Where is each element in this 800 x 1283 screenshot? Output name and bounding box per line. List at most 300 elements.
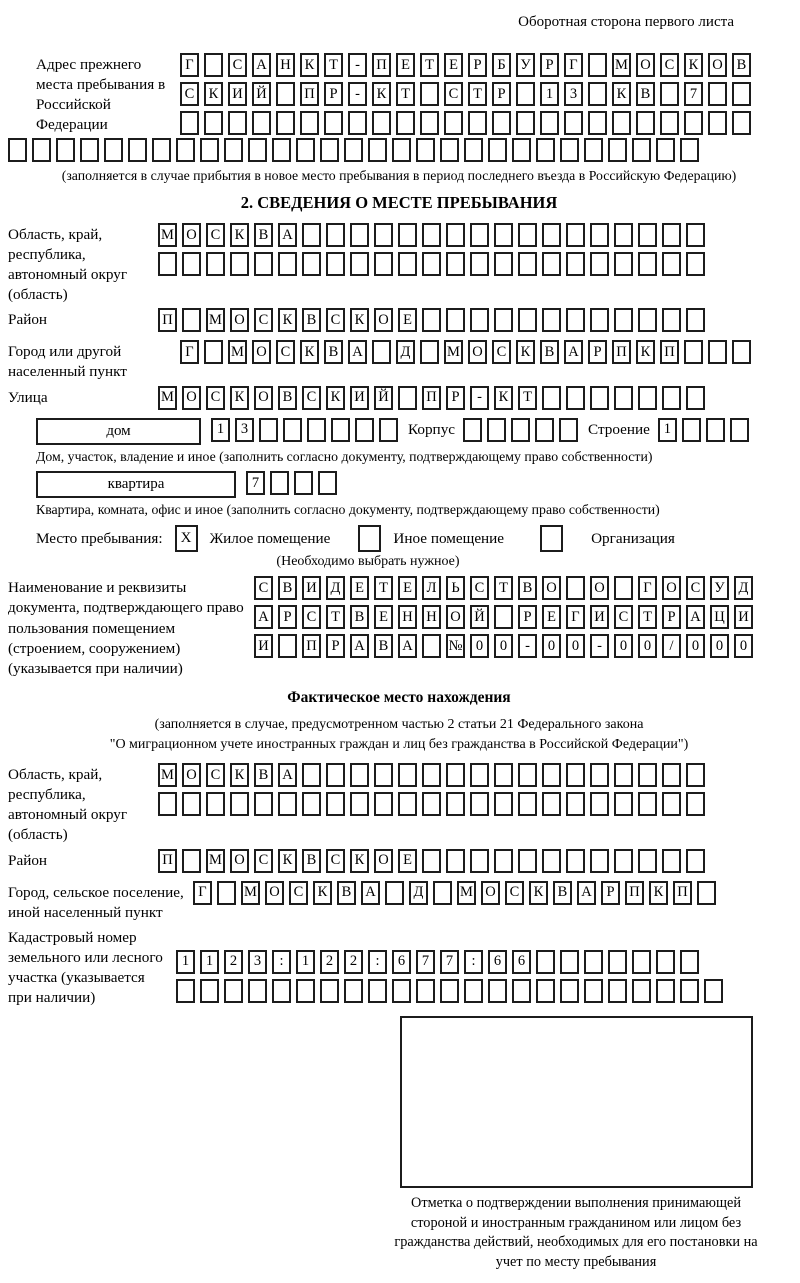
char-cell[interactable]: Д xyxy=(409,881,428,905)
char-cell[interactable] xyxy=(566,308,585,332)
char-cell[interactable]: К xyxy=(230,386,249,410)
char-cell[interactable] xyxy=(470,849,489,873)
char-cell[interactable] xyxy=(564,111,583,135)
char-cell[interactable] xyxy=(398,386,417,410)
char-cell[interactable] xyxy=(614,849,633,873)
char-cell[interactable]: О xyxy=(182,386,201,410)
char-cell[interactable]: М xyxy=(158,223,177,247)
char-cell[interactable] xyxy=(542,308,561,332)
char-cell[interactable] xyxy=(590,763,609,787)
char-cell[interactable]: Г xyxy=(193,881,212,905)
char-cell[interactable] xyxy=(307,418,326,442)
char-cell[interactable]: К xyxy=(516,340,535,364)
char-cell[interactable] xyxy=(182,849,201,873)
char-cell[interactable]: П xyxy=(158,308,177,332)
char-cell[interactable] xyxy=(379,418,398,442)
char-cell[interactable] xyxy=(180,111,199,135)
char-cell[interactable]: А xyxy=(254,605,273,629)
char-cell[interactable]: С xyxy=(206,386,225,410)
char-cell[interactable]: С xyxy=(505,881,524,905)
char-cell[interactable] xyxy=(590,308,609,332)
char-cell[interactable]: И xyxy=(254,634,273,658)
char-cell[interactable] xyxy=(614,223,633,247)
char-cell[interactable]: Т xyxy=(396,82,415,106)
char-cell[interactable]: П xyxy=(300,82,319,106)
char-cell[interactable]: Л xyxy=(422,576,441,600)
char-cell[interactable]: О xyxy=(254,386,273,410)
char-cell[interactable] xyxy=(608,979,627,1003)
char-cell[interactable] xyxy=(518,763,537,787)
char-cell[interactable]: Д xyxy=(326,576,345,600)
char-cell[interactable] xyxy=(518,849,537,873)
char-cell[interactable] xyxy=(463,418,482,442)
char-cell[interactable] xyxy=(680,138,699,162)
char-cell[interactable]: / xyxy=(662,634,681,658)
char-cell[interactable] xyxy=(446,763,465,787)
char-cell[interactable]: У xyxy=(710,576,729,600)
char-cell[interactable] xyxy=(283,418,302,442)
char-cell[interactable]: О xyxy=(590,576,609,600)
char-cell[interactable]: Е xyxy=(542,605,561,629)
char-cell[interactable] xyxy=(56,138,75,162)
char-cell[interactable] xyxy=(224,979,243,1003)
char-cell[interactable]: Й xyxy=(470,605,489,629)
char-cell[interactable]: Ь xyxy=(446,576,465,600)
char-cell[interactable] xyxy=(128,138,147,162)
char-cell[interactable]: К xyxy=(612,82,631,106)
char-cell[interactable] xyxy=(686,308,705,332)
char-cell[interactable]: А xyxy=(348,340,367,364)
char-cell[interactable] xyxy=(560,979,579,1003)
char-cell[interactable] xyxy=(368,979,387,1003)
char-cell[interactable] xyxy=(608,138,627,162)
char-cell[interactable] xyxy=(80,138,99,162)
char-cell[interactable] xyxy=(686,849,705,873)
char-cell[interactable]: - xyxy=(348,82,367,106)
char-cell[interactable] xyxy=(368,138,387,162)
char-cell[interactable] xyxy=(536,950,555,974)
char-cell[interactable] xyxy=(294,471,313,495)
char-cell[interactable] xyxy=(217,881,236,905)
char-cell[interactable]: Е xyxy=(374,605,393,629)
char-cell[interactable] xyxy=(398,763,417,787)
char-cell[interactable] xyxy=(326,252,345,276)
char-cell[interactable] xyxy=(662,763,681,787)
char-cell[interactable]: 0 xyxy=(734,634,753,658)
char-cell[interactable] xyxy=(440,138,459,162)
char-cell[interactable] xyxy=(542,763,561,787)
char-cell[interactable]: В xyxy=(278,576,297,600)
char-cell[interactable] xyxy=(200,138,219,162)
char-cell[interactable] xyxy=(272,979,291,1003)
char-cell[interactable] xyxy=(276,111,295,135)
char-cell[interactable]: : xyxy=(272,950,291,974)
char-cell[interactable]: 1 xyxy=(658,418,677,442)
char-cell[interactable]: Т xyxy=(638,605,657,629)
char-cell[interactable] xyxy=(518,792,537,816)
char-cell[interactable] xyxy=(638,792,657,816)
char-cell[interactable] xyxy=(590,386,609,410)
char-cell[interactable]: 7 xyxy=(440,950,459,974)
char-cell[interactable]: 2 xyxy=(320,950,339,974)
char-cell[interactable]: К xyxy=(204,82,223,106)
char-cell[interactable]: Т xyxy=(374,576,393,600)
char-cell[interactable]: К xyxy=(684,53,703,77)
char-cell[interactable] xyxy=(638,223,657,247)
char-cell[interactable]: Г xyxy=(564,53,583,77)
char-cell[interactable] xyxy=(206,252,225,276)
char-cell[interactable] xyxy=(682,418,701,442)
stamp-box[interactable] xyxy=(400,1016,753,1188)
char-cell[interactable] xyxy=(662,223,681,247)
char-cell[interactable]: - xyxy=(590,634,609,658)
char-cell[interactable] xyxy=(228,111,247,135)
char-cell[interactable] xyxy=(374,252,393,276)
char-cell[interactable]: К xyxy=(636,340,655,364)
char-cell[interactable]: О xyxy=(265,881,284,905)
char-cell[interactable] xyxy=(488,138,507,162)
char-cell[interactable]: 0 xyxy=(710,634,729,658)
char-cell[interactable]: О xyxy=(374,849,393,873)
char-cell[interactable]: А xyxy=(577,881,596,905)
char-cell[interactable]: С xyxy=(302,386,321,410)
char-cell[interactable] xyxy=(416,138,435,162)
char-cell[interactable]: Р xyxy=(601,881,620,905)
char-cell[interactable]: А xyxy=(361,881,380,905)
char-cell[interactable] xyxy=(488,979,507,1003)
char-cell[interactable] xyxy=(680,979,699,1003)
char-cell[interactable] xyxy=(662,792,681,816)
char-cell[interactable] xyxy=(350,252,369,276)
char-cell[interactable]: Н xyxy=(398,605,417,629)
char-cell[interactable] xyxy=(104,138,123,162)
char-cell[interactable]: П xyxy=(422,386,441,410)
char-cell[interactable]: 1 xyxy=(296,950,315,974)
char-cell[interactable]: С xyxy=(254,849,273,873)
char-cell[interactable] xyxy=(512,979,531,1003)
char-cell[interactable] xyxy=(182,252,201,276)
char-cell[interactable]: М xyxy=(206,849,225,873)
char-cell[interactable] xyxy=(446,252,465,276)
char-cell[interactable] xyxy=(158,252,177,276)
char-cell[interactable] xyxy=(518,308,537,332)
char-cell[interactable] xyxy=(302,223,321,247)
char-cell[interactable] xyxy=(516,111,535,135)
char-cell[interactable] xyxy=(732,82,751,106)
char-cell[interactable] xyxy=(420,340,439,364)
char-cell[interactable] xyxy=(612,111,631,135)
char-cell[interactable] xyxy=(318,471,337,495)
char-cell[interactable] xyxy=(158,792,177,816)
char-cell[interactable]: Т xyxy=(518,386,537,410)
char-cell[interactable] xyxy=(446,849,465,873)
char-cell[interactable]: Н xyxy=(422,605,441,629)
char-cell[interactable]: 0 xyxy=(566,634,585,658)
char-cell[interactable] xyxy=(8,138,27,162)
char-cell[interactable]: К xyxy=(350,308,369,332)
organization-checkbox[interactable] xyxy=(540,525,563,552)
char-cell[interactable] xyxy=(706,418,725,442)
char-cell[interactable] xyxy=(398,223,417,247)
char-cell[interactable]: Е xyxy=(350,576,369,600)
char-cell[interactable] xyxy=(176,979,195,1003)
char-cell[interactable]: С xyxy=(326,849,345,873)
char-cell[interactable] xyxy=(636,111,655,135)
char-cell[interactable] xyxy=(660,82,679,106)
char-cell[interactable] xyxy=(324,111,343,135)
char-cell[interactable]: О xyxy=(468,340,487,364)
char-cell[interactable] xyxy=(535,418,554,442)
char-cell[interactable]: Г xyxy=(566,605,585,629)
char-cell[interactable]: С xyxy=(444,82,463,106)
other-premises-checkbox[interactable] xyxy=(358,525,381,552)
char-cell[interactable]: Г xyxy=(638,576,657,600)
char-cell[interactable]: 1 xyxy=(540,82,559,106)
char-cell[interactable]: : xyxy=(368,950,387,974)
char-cell[interactable] xyxy=(542,252,561,276)
char-cell[interactable] xyxy=(704,979,723,1003)
char-cell[interactable]: 1 xyxy=(176,950,195,974)
char-cell[interactable]: Е xyxy=(398,576,417,600)
char-cell[interactable] xyxy=(254,792,273,816)
char-cell[interactable]: К xyxy=(494,386,513,410)
char-cell[interactable]: А xyxy=(686,605,705,629)
char-cell[interactable] xyxy=(252,111,271,135)
char-cell[interactable] xyxy=(494,252,513,276)
char-cell[interactable] xyxy=(468,111,487,135)
char-cell[interactable]: А xyxy=(350,634,369,658)
char-cell[interactable] xyxy=(248,138,267,162)
char-cell[interactable]: К xyxy=(350,849,369,873)
char-cell[interactable] xyxy=(224,138,243,162)
char-cell[interactable]: Д xyxy=(396,340,415,364)
char-cell[interactable]: М xyxy=(457,881,476,905)
char-cell[interactable]: К xyxy=(278,308,297,332)
char-cell[interactable] xyxy=(560,950,579,974)
char-cell[interactable] xyxy=(542,386,561,410)
char-cell[interactable] xyxy=(278,252,297,276)
char-cell[interactable] xyxy=(470,223,489,247)
char-cell[interactable]: В xyxy=(518,576,537,600)
char-cell[interactable]: Н xyxy=(276,53,295,77)
char-cell[interactable]: П xyxy=(660,340,679,364)
char-cell[interactable]: О xyxy=(708,53,727,77)
char-cell[interactable]: 0 xyxy=(686,634,705,658)
char-cell[interactable] xyxy=(584,979,603,1003)
char-cell[interactable] xyxy=(470,792,489,816)
char-cell[interactable] xyxy=(350,763,369,787)
char-cell[interactable]: Р xyxy=(326,634,345,658)
char-cell[interactable]: К xyxy=(326,386,345,410)
char-cell[interactable] xyxy=(230,252,249,276)
char-cell[interactable]: 1 xyxy=(200,950,219,974)
char-cell[interactable] xyxy=(614,763,633,787)
char-cell[interactable]: К xyxy=(230,763,249,787)
char-cell[interactable] xyxy=(638,849,657,873)
char-cell[interactable]: Д xyxy=(734,576,753,600)
char-cell[interactable]: 7 xyxy=(246,471,265,495)
char-cell[interactable] xyxy=(326,223,345,247)
char-cell[interactable] xyxy=(200,979,219,1003)
char-cell[interactable]: 2 xyxy=(224,950,243,974)
char-cell[interactable]: О xyxy=(230,308,249,332)
char-cell[interactable]: П xyxy=(673,881,692,905)
char-cell[interactable] xyxy=(422,223,441,247)
char-cell[interactable] xyxy=(270,471,289,495)
char-cell[interactable]: О xyxy=(182,763,201,787)
char-cell[interactable] xyxy=(392,138,411,162)
char-cell[interactable] xyxy=(296,979,315,1003)
char-cell[interactable]: С xyxy=(180,82,199,106)
char-cell[interactable]: Е xyxy=(398,849,417,873)
char-cell[interactable] xyxy=(372,340,391,364)
char-cell[interactable] xyxy=(518,223,537,247)
char-cell[interactable] xyxy=(422,792,441,816)
char-cell[interactable]: П xyxy=(158,849,177,873)
char-cell[interactable]: Р xyxy=(492,82,511,106)
char-cell[interactable]: 7 xyxy=(684,82,703,106)
char-cell[interactable] xyxy=(697,881,716,905)
char-cell[interactable]: П xyxy=(612,340,631,364)
char-cell[interactable] xyxy=(302,763,321,787)
char-cell[interactable] xyxy=(494,308,513,332)
char-cell[interactable] xyxy=(331,418,350,442)
char-cell[interactable] xyxy=(494,792,513,816)
char-cell[interactable] xyxy=(662,308,681,332)
char-cell[interactable] xyxy=(584,950,603,974)
char-cell[interactable] xyxy=(374,792,393,816)
char-cell[interactable] xyxy=(492,111,511,135)
char-cell[interactable] xyxy=(566,386,585,410)
char-cell[interactable]: Т xyxy=(420,53,439,77)
char-cell[interactable]: М xyxy=(158,763,177,787)
char-cell[interactable]: У xyxy=(516,53,535,77)
char-cell[interactable] xyxy=(542,849,561,873)
char-cell[interactable] xyxy=(590,849,609,873)
char-cell[interactable]: К xyxy=(529,881,548,905)
char-cell[interactable] xyxy=(566,576,585,600)
char-cell[interactable] xyxy=(206,792,225,816)
char-cell[interactable] xyxy=(446,308,465,332)
char-cell[interactable] xyxy=(686,252,705,276)
char-cell[interactable]: К xyxy=(278,849,297,873)
char-cell[interactable]: А xyxy=(278,763,297,787)
char-cell[interactable] xyxy=(230,792,249,816)
char-cell[interactable]: С xyxy=(470,576,489,600)
char-cell[interactable] xyxy=(420,82,439,106)
char-cell[interactable] xyxy=(660,111,679,135)
char-cell[interactable]: 6 xyxy=(392,950,411,974)
char-cell[interactable] xyxy=(638,252,657,276)
char-cell[interactable] xyxy=(732,340,751,364)
char-cell[interactable] xyxy=(320,979,339,1003)
char-cell[interactable]: С xyxy=(276,340,295,364)
char-cell[interactable]: П xyxy=(372,53,391,77)
char-cell[interactable]: О xyxy=(636,53,655,77)
char-cell[interactable]: Й xyxy=(374,386,393,410)
char-cell[interactable] xyxy=(374,223,393,247)
char-cell[interactable] xyxy=(300,111,319,135)
char-cell[interactable]: Т xyxy=(494,576,513,600)
char-cell[interactable] xyxy=(566,849,585,873)
char-cell[interactable]: М xyxy=(228,340,247,364)
char-cell[interactable] xyxy=(542,792,561,816)
char-cell[interactable] xyxy=(420,111,439,135)
char-cell[interactable] xyxy=(152,138,171,162)
char-cell[interactable]: М xyxy=(206,308,225,332)
char-cell[interactable] xyxy=(590,252,609,276)
char-cell[interactable]: В xyxy=(324,340,343,364)
char-cell[interactable] xyxy=(326,792,345,816)
char-cell[interactable]: С xyxy=(302,605,321,629)
char-cell[interactable]: С xyxy=(614,605,633,629)
char-cell[interactable]: В xyxy=(636,82,655,106)
char-cell[interactable]: 2 xyxy=(344,950,363,974)
char-cell[interactable]: Е xyxy=(398,308,417,332)
char-cell[interactable] xyxy=(433,881,452,905)
char-cell[interactable]: К xyxy=(313,881,332,905)
char-cell[interactable] xyxy=(350,792,369,816)
char-cell[interactable]: А xyxy=(564,340,583,364)
char-cell[interactable] xyxy=(422,634,441,658)
char-cell[interactable] xyxy=(566,252,585,276)
char-cell[interactable]: В xyxy=(540,340,559,364)
char-cell[interactable] xyxy=(494,763,513,787)
char-cell[interactable]: С xyxy=(326,308,345,332)
char-cell[interactable] xyxy=(464,979,483,1003)
char-cell[interactable]: С xyxy=(660,53,679,77)
char-cell[interactable]: А xyxy=(278,223,297,247)
char-cell[interactable]: Й xyxy=(252,82,271,106)
char-cell[interactable]: - xyxy=(470,386,489,410)
char-cell[interactable] xyxy=(392,979,411,1003)
char-cell[interactable] xyxy=(344,138,363,162)
char-cell[interactable] xyxy=(730,418,749,442)
char-cell[interactable] xyxy=(464,138,483,162)
char-cell[interactable]: - xyxy=(518,634,537,658)
char-cell[interactable]: К xyxy=(300,340,319,364)
char-cell[interactable] xyxy=(302,252,321,276)
char-cell[interactable] xyxy=(470,308,489,332)
char-cell[interactable] xyxy=(422,763,441,787)
char-cell[interactable] xyxy=(638,386,657,410)
char-cell[interactable]: № xyxy=(446,634,465,658)
char-cell[interactable]: Е xyxy=(444,53,463,77)
char-cell[interactable]: Р xyxy=(588,340,607,364)
char-cell[interactable] xyxy=(422,252,441,276)
char-cell[interactable]: С xyxy=(254,576,273,600)
char-cell[interactable] xyxy=(542,223,561,247)
char-cell[interactable]: С xyxy=(686,576,705,600)
char-cell[interactable]: Т xyxy=(324,53,343,77)
char-cell[interactable] xyxy=(494,849,513,873)
char-cell[interactable]: С xyxy=(289,881,308,905)
char-cell[interactable]: О xyxy=(182,223,201,247)
char-cell[interactable] xyxy=(656,979,675,1003)
char-cell[interactable]: П xyxy=(302,634,321,658)
char-cell[interactable]: В xyxy=(278,386,297,410)
char-cell[interactable]: О xyxy=(481,881,500,905)
char-cell[interactable] xyxy=(632,138,651,162)
char-cell[interactable] xyxy=(732,111,751,135)
char-cell[interactable] xyxy=(614,576,633,600)
char-cell[interactable] xyxy=(176,138,195,162)
char-cell[interactable] xyxy=(516,82,535,106)
char-cell[interactable] xyxy=(278,634,297,658)
char-cell[interactable] xyxy=(302,792,321,816)
char-cell[interactable] xyxy=(588,111,607,135)
char-cell[interactable] xyxy=(494,223,513,247)
